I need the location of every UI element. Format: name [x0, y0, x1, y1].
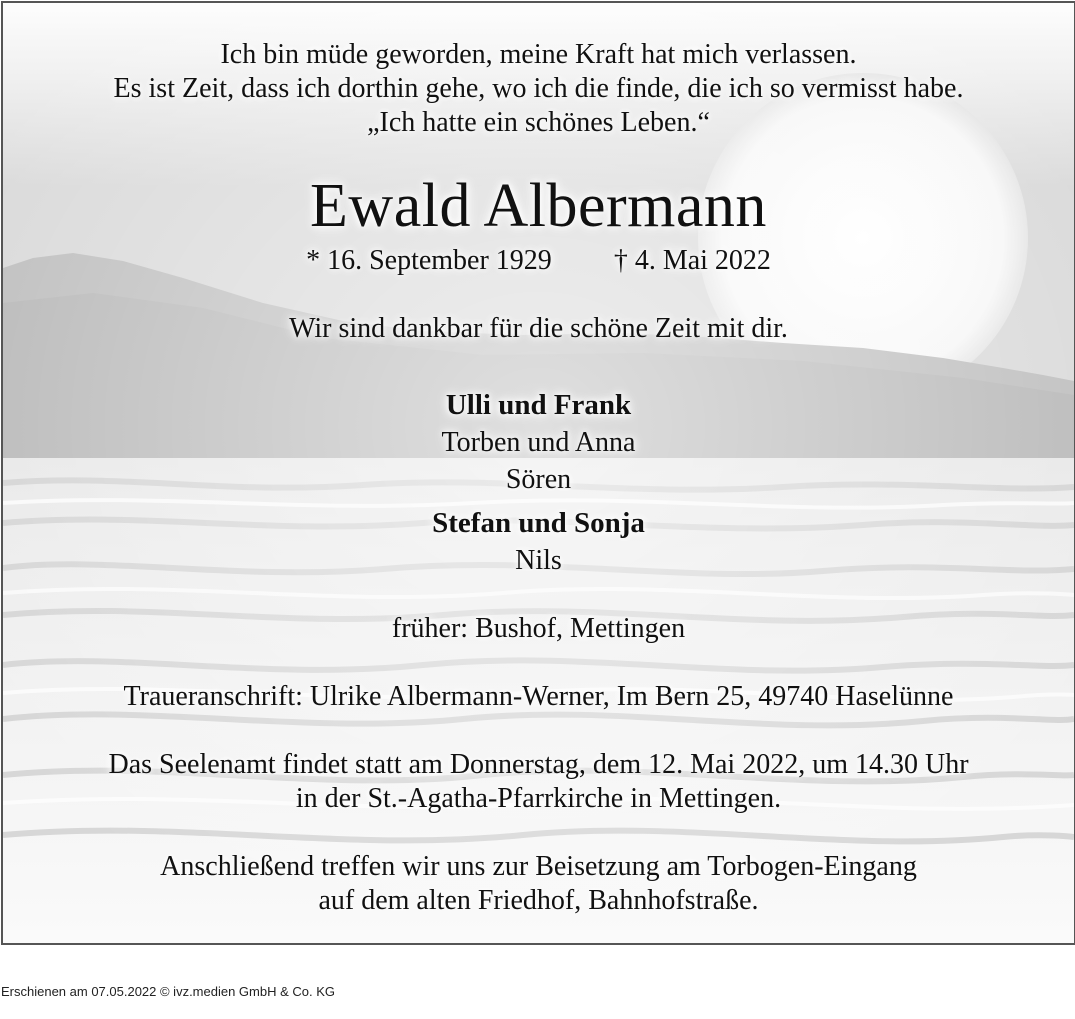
- mourning-address: Traueranschrift: Ulrike Albermann-Werner, Im Bern 25, 49740 Haselünne: [123, 681, 954, 712]
- birth-date: * 16. September 1929: [306, 245, 552, 276]
- poem-line-2: Es ist Zeit, dass ich dorthin gehe, wo ich die finde, die ich so vermisst habe.: [113, 73, 964, 104]
- obituary-card: [1, 1, 1075, 945]
- family-group-1-title: Ulli und Frank: [445, 389, 632, 421]
- burial-line-2: auf dem alten Friedhof, Bahnhofstraße.: [318, 885, 759, 916]
- family-group-2-title: Stefan und Sonja: [432, 507, 645, 539]
- family-group-1-line-2: Sören: [505, 464, 572, 495]
- death-date: † 4. Mai 2022: [613, 245, 771, 276]
- family-group-1-line-1: Torben und Anna: [441, 427, 636, 458]
- deceased-name: Ewald Albermann: [310, 172, 767, 240]
- publication-footer: Erschienen am 07.05.2022 © ivz.medien GmbH & Co. KG: [1, 984, 336, 999]
- poem-line-1: Ich bin müde geworden, meine Kraft hat mich verlassen.: [220, 39, 857, 70]
- family-group-2-line-1: Nils: [515, 545, 562, 576]
- burial-line-1: Anschließend treffen wir uns zur Beisetzung am Torbogen-Eingang: [160, 851, 917, 882]
- service-line-1: Das Seelenamt findet statt am Donnerstag, dem 12. Mai 2022, um 14.30 Uhr: [108, 749, 969, 780]
- life-dates: [3, 247, 1074, 275]
- service-line-2: in der St.-Agatha-Pfarrkirche in Mettingen.: [295, 783, 782, 814]
- gratitude-line: Wir sind dankbar für die schöne Zeit mit dir.: [289, 313, 788, 344]
- former-residence: früher: Bushof, Mettingen: [391, 613, 686, 644]
- poem-line-3: „Ich hatte ein schönes Leben.“: [367, 107, 710, 138]
